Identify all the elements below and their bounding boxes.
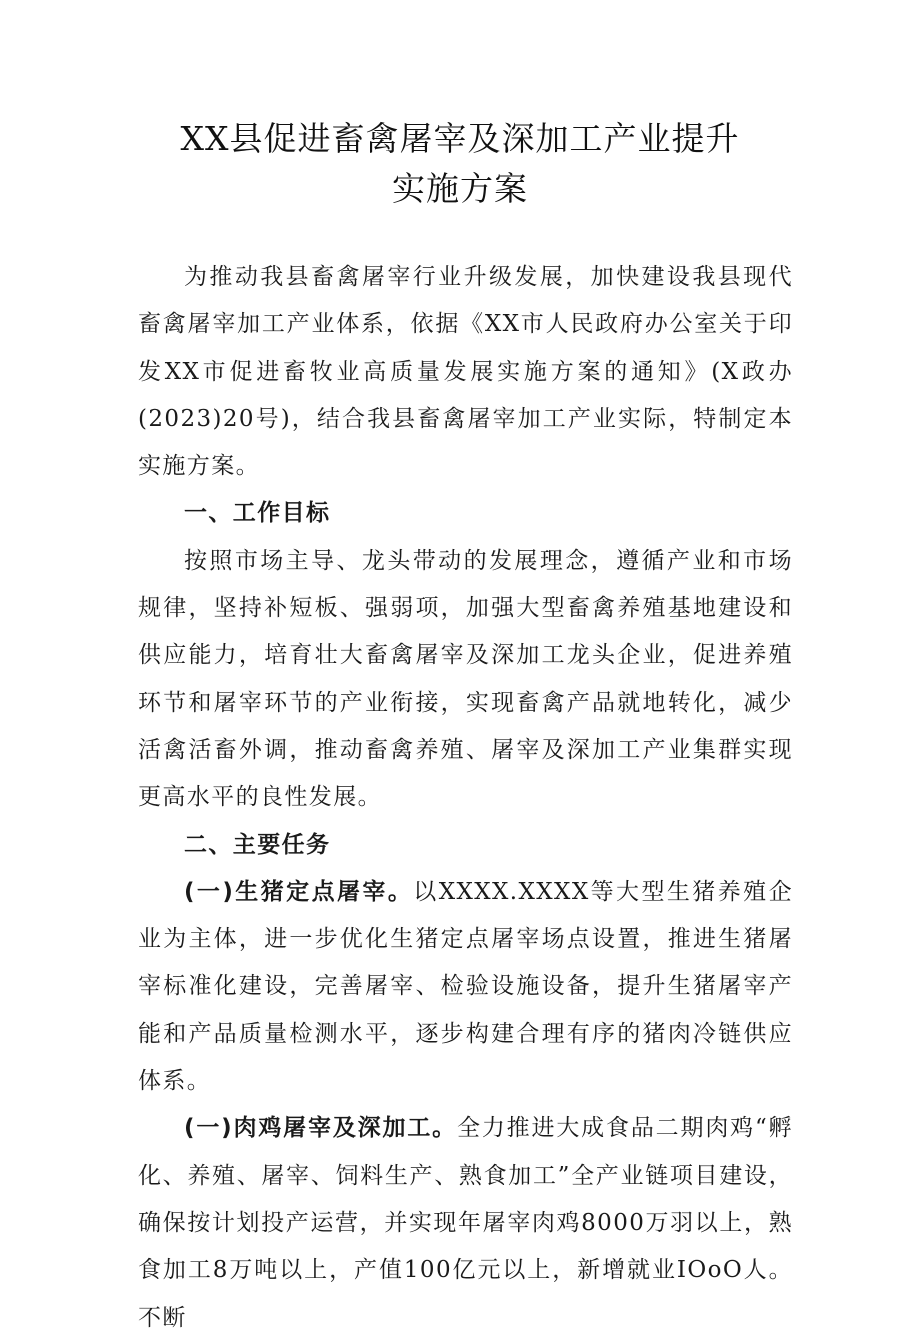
task1-text: 以XXXX.XXXX等大型生猪养殖企业为主体，进一步优化生猪定点屠宰场点设置，推进生猪屠宰标准化建设，完善屠宰、检验设施设备，提升生猪屠宰产能和产品质量检测水平，逐步构建合理有序的猪肉冷链供应体系。	[138, 878, 793, 1095]
document-title-line1: XX县促进畜禽屠宰及深加工产业提升	[180, 119, 740, 158]
section1-heading: 一、工作目标	[184, 500, 331, 527]
document-title-line2: 实施方案	[392, 169, 528, 208]
section2-heading: 二、主要任务	[184, 831, 331, 858]
section1-paragraph: 按照市场主导、龙头带动的发展理念，遵循产业和市场规律，坚持补短板、强弱项，加强大型畜禽养殖基地建设和供应能力，培育壮大畜禽屠宰及深加工龙头企业，促进养殖环节和屠宰环节的产业衔接，实现畜禽产品就地转化，减少活禽活畜外调，推动畜禽养殖、屠宰及深加工产业集群实现更高水平的良性发展。	[138, 547, 793, 811]
task2-text: 全力推进大成食品二期肉鸡“孵化、养殖、屠宰、饲料生产、熟食加工”全产业链项目建设，确保按计划投产运营，并实现年屠宰肉鸡8000万羽以上，熟食加工8万吨以上，产值100亿元以上，新增就业IOoO人。不断	[138, 1115, 793, 1331]
task1-label: (一)生猪定点屠宰。	[184, 878, 414, 905]
task2-label: (一)肉鸡屠宰及深加工。	[184, 1115, 458, 1142]
task1-paragraph	[138, 869, 793, 1105]
intro-paragraph: 为推动我县畜禽屠宰行业升级发展，加快建设我县现代畜禽屠宰加工产业体系，依据《XX市人民政府办公室关于印发XX市促进畜牧业高质量发展实施方案的通知》(X政办(2023)20号)，结合我县畜禽屠宰加工产业实际，特制定本实施方案。	[138, 264, 793, 480]
document-body	[138, 254, 793, 1342]
task2-paragraph	[138, 1105, 793, 1341]
